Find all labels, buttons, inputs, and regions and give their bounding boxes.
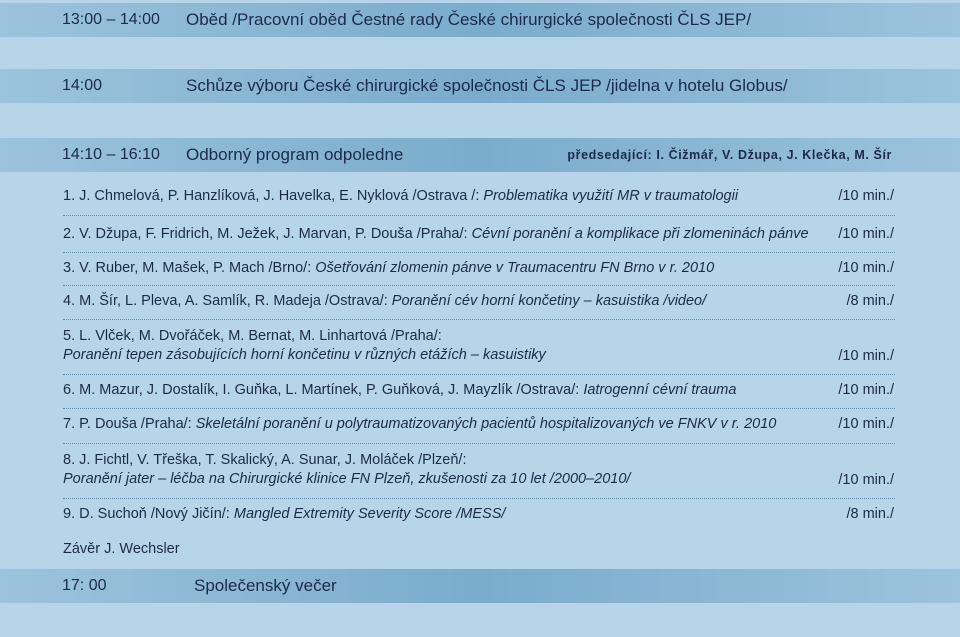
schedule-band-evening [0, 569, 960, 603]
divider [63, 215, 895, 216]
talk-title: Poranění tepen zásobujících horní končetinu v různých etážích – kasuistiky [63, 347, 546, 363]
talk-duration: /8 min./ [846, 293, 894, 309]
talk-3 [63, 260, 714, 276]
divider [63, 443, 895, 444]
talk-duration: /10 min./ [838, 226, 894, 242]
talk-title: Poranění cév horní končetiny – kasuistika /video/ [391, 293, 707, 309]
talk-authors: 3. V. Ruber, M. Mašek, P. Mach /Brno/: [63, 260, 316, 276]
talk-1 [63, 188, 738, 204]
talk-authors: 8. J. Fichtl, V. Třeška, T. Skalický, A. Sunar, J. Moláček /Plzeň/: [63, 452, 467, 468]
event-title: Společenský večer [194, 576, 337, 595]
talk-duration: /10 min./ [838, 472, 894, 488]
talk-duration: /10 min./ [838, 382, 894, 398]
schedule-band-program [0, 138, 960, 172]
closing-remarks: Závěr J. Wechsler [63, 541, 180, 557]
talk-8 [63, 451, 630, 489]
talk-title: Skeletální poranění u polytraumatizovaných pacientů hospitalizovaných ve FNKV v r. 2010 [195, 416, 777, 432]
talk-6 [63, 382, 736, 398]
talk-title: Poranění jater – léčba na Chirurgické klinice FN Plzeň, zkušenosti za 10 let /2000–2010/ [63, 471, 631, 487]
talk-duration: /8 min./ [846, 506, 894, 522]
talk-5 [63, 327, 546, 365]
talk-title: Mangled Extremity Severity Score /MESS/ [233, 506, 506, 522]
talk-authors: 7. P. Douša /Praha/: [63, 416, 196, 432]
event-title: Schůze výboru České chirurgické společnosti ČLS JEP /jidelna v hotelu Globus/ [186, 76, 788, 95]
divider [63, 374, 895, 375]
talk-authors: 9. D. Suchoň /Nový Jičín/: [63, 506, 234, 522]
talk-2 [63, 226, 809, 242]
event-title: Oběd /Pracovní oběd Čestné rady České chirurgické společnosti ČLS JEP/ [186, 10, 752, 29]
talk-duration: /10 min./ [838, 416, 894, 432]
talk-duration: /10 min./ [838, 188, 894, 204]
divider [63, 498, 895, 499]
divider [63, 285, 895, 286]
time-label: 14:10 – 16:10 [62, 146, 160, 163]
divider [63, 408, 895, 409]
talk-authors: 5. L. Vlček, M. Dvořáček, M. Bernat, M. Linhartová /Praha/: [63, 328, 442, 344]
talk-authors: 6. M. Mazur, J. Dostalík, I. Guňka, L. Martínek, P. Guňková, J. Mayzlík /Ostrava/: [63, 382, 584, 398]
schedule-band-meeting [0, 69, 960, 103]
divider [63, 319, 895, 320]
schedule-band-lunch [0, 3, 960, 37]
time-label: 13:00 – 14:00 [62, 11, 160, 28]
chairpersons: předsedající: I. Čižmář, V. Džupa, J. Klečka, M. Šír [567, 148, 892, 162]
time-label: 14:00 [62, 77, 103, 94]
talk-authors: 2. V. Džupa, F. Fridrich, M. Ježek, J. Marvan, P. Douša /Praha/: [63, 226, 472, 242]
talk-9 [63, 506, 505, 522]
talk-authors: 1. J. Chmelová, P. Hanzlíková, J. Havelka, E. Nyklová /Ostrava /: [63, 188, 484, 204]
talk-4 [63, 293, 706, 309]
talk-duration: /10 min./ [838, 260, 894, 276]
talk-duration: /10 min./ [838, 348, 894, 364]
talk-title: Cévní poranění a komplikace při zlomeninách pánve [471, 226, 809, 242]
divider [63, 252, 895, 253]
talk-title: Ošetřování zlomenin pánve v Traumacentru FN Brno v r. 2010 [315, 260, 715, 276]
talk-authors: 4. M. Šír, L. Pleva, A. Samlík, R. Madeja /Ostrava/: [63, 293, 392, 309]
talk-title: Iatrogenní cévní trauma [583, 382, 737, 398]
time-label: 17: 00 [62, 577, 107, 594]
talk-7 [63, 416, 776, 432]
event-title: Odborný program odpoledne [186, 145, 404, 164]
talk-title: Problematika využití MR v traumatologii [483, 188, 739, 204]
